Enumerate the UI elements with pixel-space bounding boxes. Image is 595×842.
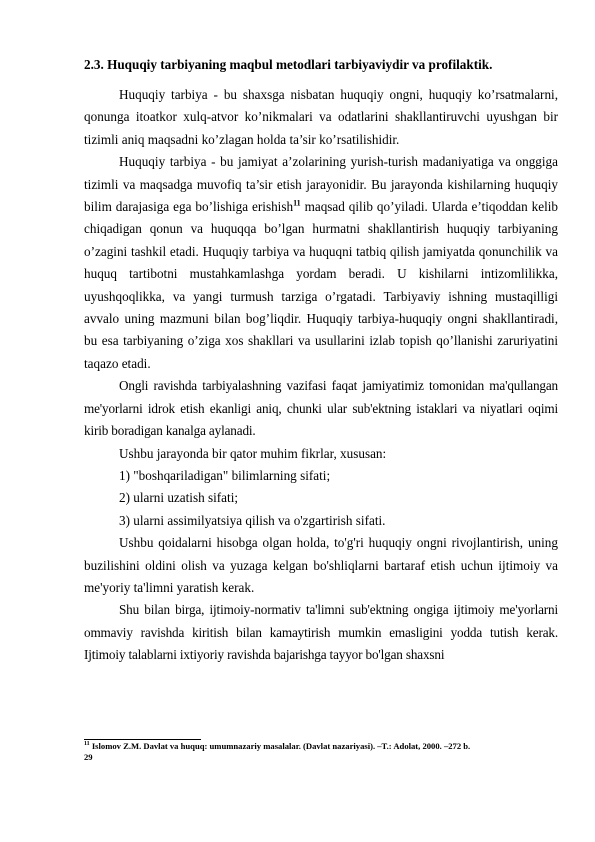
paragraph: Huquqiy tarbiya - bu shaxsga nisbatan huquqiy ongni, huquqiy ko’rsatmalarni, qonunga itoatkor xulq-atvor ko’nikmalari va odatlarini shakllantiruvchi uyushgan bir tizimli aniq maqsadni ko’zlagan holda ta’sir ko’rsatilishidir. — [84, 87, 558, 147]
list-item: 1) "boshqariladigan" bilimlarning sifati; — [119, 467, 331, 483]
footnote-text: Islomov Z.M. Davlat va huquq: umumnazariy masalalar. (Davlat nazariyasi). –T.: Adolat, 2000. –272 b. — [89, 741, 471, 751]
footnote-reference[interactable]: 11 — [293, 198, 301, 208]
paragraph-text: Huquqiy tarbiya - bu jamiyat a’zolarining yurish-turish madaniyatiga va onggiga tizimli va maqsadga muvofiq ta’sir etish jarayonidir. Bu jarayonda kishilarning huquqiy bilim darajasiga ega bo’lishiga erishish — [84, 154, 558, 215]
footnote — [84, 741, 470, 752]
paragraph: Ushbu qoidalarni hisobga olgan holda, to'g'ri huquqiy ongni rivojlantirish, uning buzilishini oldini olish va yuzaga kelgan bo'shliqlarni bartaraf etish uchun ijtimoiy va me'yoriy ta'limni yaratish kerak. — [84, 535, 558, 595]
paragraph — [84, 151, 558, 375]
paragraph: Ushbu jarayonda bir qator muhim fikrlar, xususan: — [119, 445, 387, 461]
paragraph: Ongli ravishda tarbiyalashning vazifasi faqat jamiyatimiz tomonidan ma'qullangan me'yorlarni idrok etish ekanligi aniq, chunki ular sub'ektning istaklari va niyatlari oqimi kirib boradigan kanalga aylanadi. — [84, 378, 558, 439]
list-item: 2) ularni uzatish sifati; — [119, 490, 239, 506]
footnote-number: 11 — [84, 741, 90, 748]
section-heading: 2.3. Huquqiy tarbiyaning maqbul metodlari tarbiyaviydir va profilaktik. — [84, 57, 493, 72]
paragraph-text: maqsad qilib qo’yiladi. Ularda e’tiqoddan kelib chiqadigan qonun va huquqqa bo’lgan hurmatni shakllantirish huquqiy tarbiyaning o’zagini tashkil etadi. Huquqiy tarbiya va huquqni tatbiq qilish jamiyatda qonunchilik va huquq tartibotni mustahkamlashga yordam beradi. U kishilarni intizomlilikka, uyushqoqlikka, va yangi turmush tarziga o’rgatadi. Tarbiyaviy ishning mustaqilligi avvalo uning mazmuni bilan bog’liqdir. Huquqiy tarbiya-huquqiy ongni shakllantiradi, bu esa tarbiyaning o’ziga xos shakllari va usullarini izlab topish qo’llanishi zaruriyatini taqazo etadi. — [84, 199, 558, 371]
footnote-divider — [84, 739, 201, 740]
list-item: 3) ularni assimilyatsiya qilish va o'zgartirish sifati. — [119, 512, 386, 528]
body-text — [84, 84, 558, 667]
paragraph: Shu bilan birga, ijtimoiy-normativ ta'limni sub'ektning ongiga ijtimoiy me'yorlarni ommaviy ravishda kiritish bilan kamaytirish mumkin emasligini yodda tutish kerak. Ijtimoiy talablarni ixtiyoriy ravishda bajarishga tayyor bo'lgan shaxsni — [84, 602, 558, 663]
page-number: 29 — [84, 752, 93, 762]
